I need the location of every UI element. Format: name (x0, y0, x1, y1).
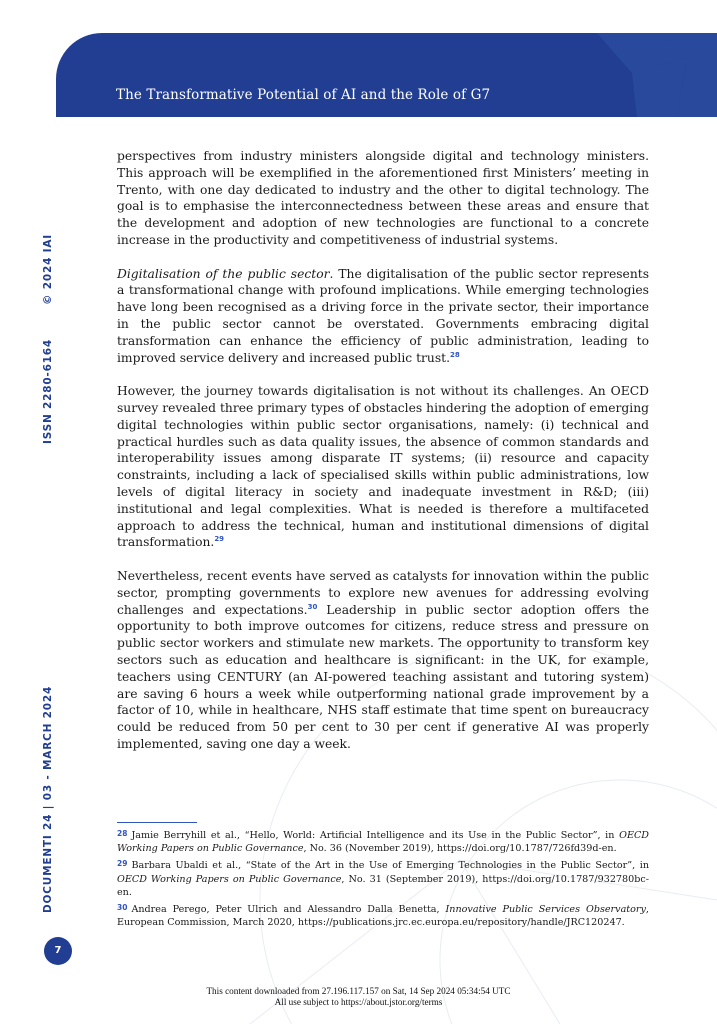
footnote-number: 29 (117, 859, 128, 869)
subheading-italic: Digitalisation of the public sector (117, 266, 330, 281)
paragraph-2 (117, 266, 649, 367)
footnote-source-title: OECD Working Papers on Public Governance (117, 830, 649, 855)
footnote-29 (117, 859, 649, 899)
paragraph-3 (117, 383, 649, 551)
page-number-badge: 7 (44, 937, 72, 965)
series-label: DOCUMENTI 24 | 03 - MARCH 2024 (42, 685, 54, 913)
header-decoration-icon (537, 33, 717, 117)
main-text (117, 148, 649, 769)
header-band (56, 33, 717, 117)
footnote-text: Jamie Berryhill et al., “Hello, World: Artificial Intelligence and its Use in the Public Sector”, in (131, 830, 620, 841)
jstor-line-2[interactable]: All use subject to https://about.jstor.org/terms (274, 996, 443, 1007)
footnote-text: Barbara Ubaldi et al., “State of the Art in the Use of Emerging Technologies in the Public Sector”, in (131, 860, 649, 872)
jstor-notice (0, 986, 717, 1007)
paragraph-2-text: . The digitalisation of the public sector represents a transformational change with profound implications. While emerging technologies have long been recognised as a driving force in the private sector, their importance in the public sector cannot be overstated. Governments embracing digital transformation can enhance the efficiency of public administration, leading to improved service delivery and increased public trust. (117, 266, 649, 365)
footnote-number: 30 (117, 903, 128, 913)
footnote-divider (117, 822, 197, 823)
footnote-source-title: Innovative Public Services Observatory (445, 904, 646, 916)
footnote-ref-29[interactable]: 29 (214, 535, 225, 544)
paragraph-4-text-a: Nevertheless, recent events have served as catalysts for innovation within the public sector, prompting governments to explore new avenues for addressing evolving challenges and expectations. (117, 568, 649, 617)
footnote-text: Andrea Perego, Peter Ulrich and Alessandro Dalla Benetta, (131, 904, 446, 916)
footnote-28 (117, 829, 649, 855)
footnote-source-title: OECD Working Papers on Public Governance (117, 873, 342, 885)
footnote-ref-28[interactable]: 28 (450, 350, 460, 359)
copyright-label: © 2024 IAI (42, 234, 54, 305)
jstor-line-1: This content downloaded from 27.196.117.157 on Sat, 14 Sep 2024 05:34:54 UTC (206, 986, 511, 996)
paragraph-1: perspectives from industry ministers alongside digital and technology ministers. This approach will be exemplified in the aforementioned first Ministers’ meeting in Trento, with one day dedicated to industry and the other to digital technology. The goal is to emphasise the interconnectedness between these areas and ensure that the development and adoption of new technologies are functional to a concrete increase in the productivity and competitiveness of industrial systems. (117, 149, 649, 247)
footnote-ref-30[interactable]: 30 (307, 602, 318, 611)
paragraph-3-text: However, the journey towards digitalisation is not without its challenges. An OECD survey revealed three primary types of obstacles hindering the adoption of emerging digital technologies within public sector organisations, namely: (i) technical and practical hurdles such as data quality issues, the absence of common standards and interoperability issues among disparate IT systems; (ii) resource and capacity constraints, including a lack of specialised skills within public administrations, low levels of digital literacy in society and inadequate investment in R&D; (iii) institutional and legal complexities. What is needed is therefore a multifaceted approach to address the technical, human and institutional dimensions of digital transformation. (117, 384, 649, 550)
issn-label: ISSN 2280-6164 (42, 338, 54, 444)
footnotes (117, 829, 649, 933)
footnote-number: 28 (117, 829, 128, 838)
footnote-30 (117, 903, 649, 929)
paragraph-4-text-b: Leadership in public sector adoption offers the opportunity to both improve outcomes for citizens, reduce stress and pressure on public sector workers and stimulate new markets. The opportunity to transform key sectors such as education and healthcare is significant: in the UK, for example, teachers using CENTURY (an AI-powered teaching assistant and tutoring system) are saving 6 hours a week while outperforming national grade improvement by a factor of 10, while in healthcare, NHS staff estimate that time spent on bureaucracy could be reduced from 50 per cent to 30 per cent if generative AI was properly implemented, saving one day a week. (117, 602, 649, 751)
footnote-link[interactable]: , No. 36 (November 2019), https://doi.org/10.1787/726fd39d-en. (303, 843, 617, 855)
footnote-link[interactable]: , European Commission, March 2020, https://publications.jrc.ec.europa.eu/repository/handle/JRC120247. (117, 904, 649, 929)
running-title: The Transformative Potential of AI and the Role of G7 (116, 87, 491, 103)
paragraph-4 (117, 568, 649, 753)
footnote-link[interactable]: , No. 31 (September 2019), https://doi.org/10.1787/932780bc-en. (117, 873, 649, 898)
